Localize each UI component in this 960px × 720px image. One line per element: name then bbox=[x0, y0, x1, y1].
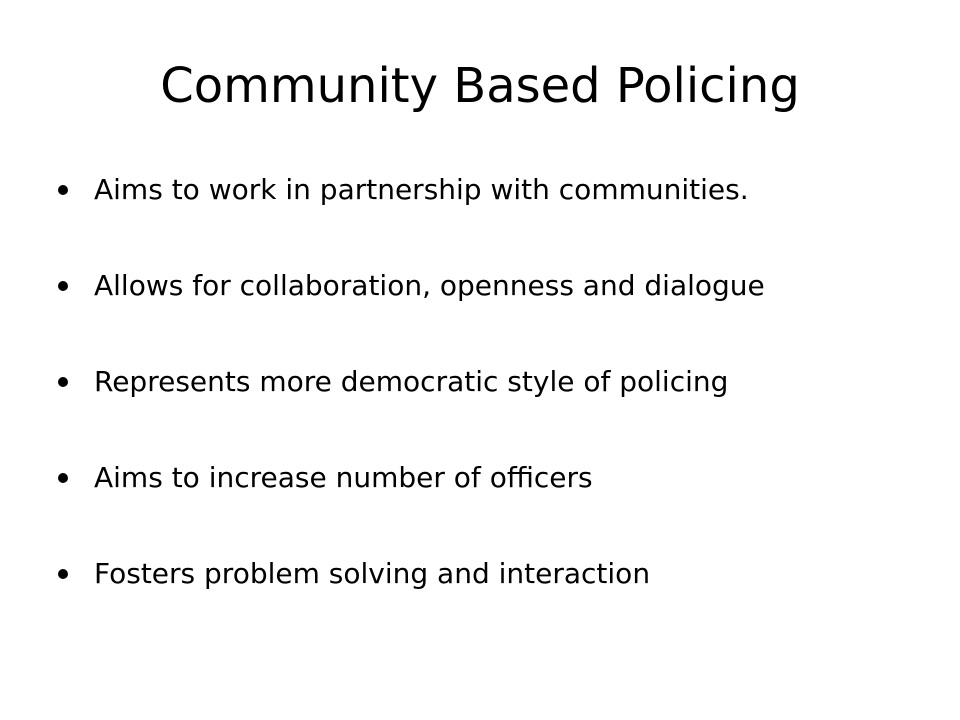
bullet-text: Represents more democratic style of policing bbox=[94, 365, 729, 398]
bullet-point-icon bbox=[58, 281, 68, 291]
bullet-item bbox=[58, 552, 938, 648]
bullet-point-icon bbox=[58, 185, 68, 195]
bullet-text: Allows for collaboration, openness and dialogue bbox=[94, 269, 765, 302]
bullet-item bbox=[58, 360, 938, 456]
bullet-text: Aims to increase number of officers bbox=[94, 461, 593, 494]
bullet-item bbox=[58, 168, 938, 264]
bullet-point-icon bbox=[58, 473, 68, 483]
slide-title: Community Based Policing bbox=[160, 58, 800, 114]
bullet-text: Aims to work in partnership with communities. bbox=[94, 173, 749, 206]
bullet-point-icon bbox=[58, 569, 68, 579]
bullet-text: Fosters problem solving and interaction bbox=[94, 557, 651, 590]
bullet-list bbox=[58, 168, 938, 648]
bullet-point-icon bbox=[58, 377, 68, 387]
bullet-item bbox=[58, 456, 938, 552]
bullet-item bbox=[58, 264, 938, 360]
